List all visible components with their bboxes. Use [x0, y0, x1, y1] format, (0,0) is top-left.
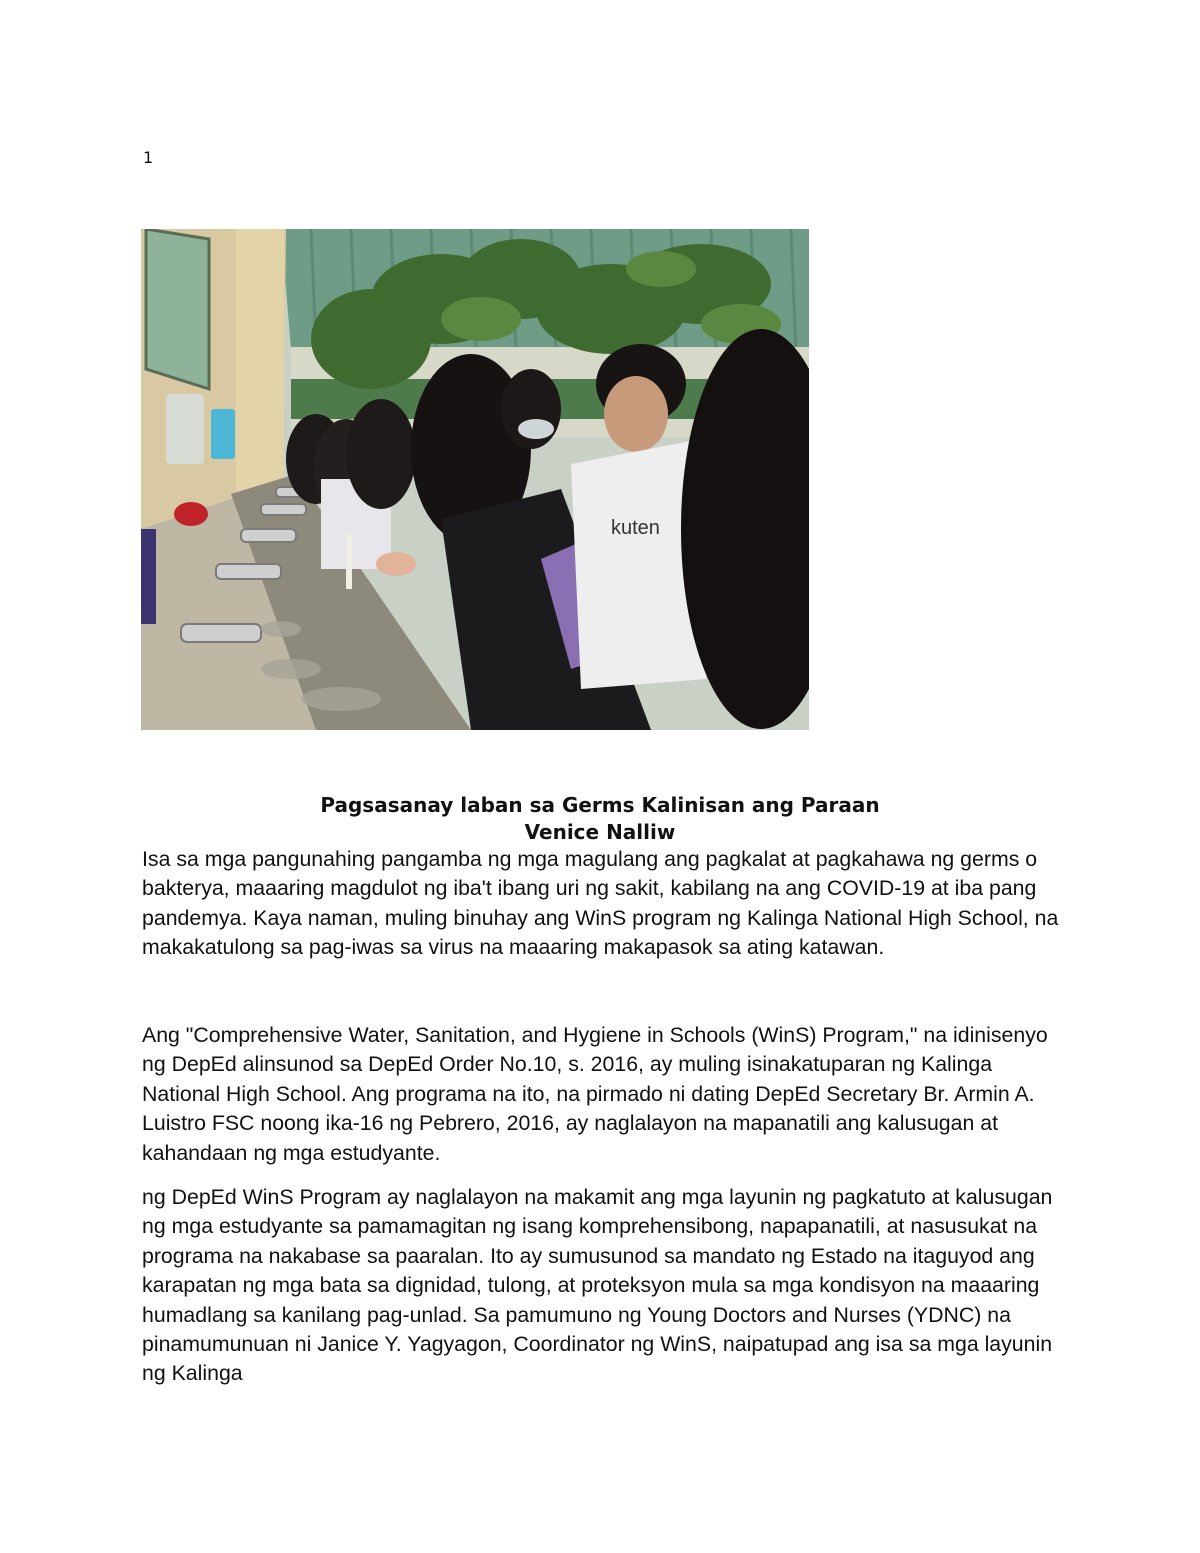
article-title: Pagsasanay laban sa Germs Kalinisan ang Paraan	[320, 793, 880, 817]
article-paragraph-3: ng DepEd WinS Program ay naglalayon na makamit ang mga layunin ng pagkatuto at kalusugan ng mga estudyante sa pamamagitan ng isang komprehensibong, napapanatili, at nasusukat na programa na nakabase sa paaralan. Ito ay sumusunod sa mandato ng Estado na itaguyod ang karapatan ng mga bata sa dignidad, tulong, at proteksyon mula sa mga kondisyon na maaaring humadlang sa kanilang pag-unlad. Sa pamumuno ng Young Doctors and Nurses (YDNC) na pinamumunuan ni Janice Y. Yagyagon, Coordinator ng WinS, naipatupad ang isa sa mga layunin ng Kalinga	[142, 1185, 1053, 1386]
page-number: 1	[143, 148, 154, 167]
students-brushing-teeth-photo	[141, 229, 809, 730]
article-author: Venice Nalliw	[524, 820, 676, 844]
svg-text:kuten: kuten	[611, 517, 660, 539]
article-paragraph-1: Isa sa mga pangunahing pangamba ng mga magulang ang pagkalat at pagkahawa ng germs o bakterya, maaaring magdulot ng iba't ibang uri ng sakit, kabilang na ang COVID-19 at iba pang pandemya. Kaya naman, muling binuhay ang WinS program ng Kalinga National High School, na makakatulong sa pag-iwas sa virus na maaaring makapasok sa ating katawan.	[142, 847, 1059, 960]
article-paragraph-2: Ang "Comprehensive Water, Sanitation, and Hygiene in Schools (WinS) Program," na idinisenyo ng DepEd alinsunod sa DepEd Order No.10, s. 2016, ay muling isinakatuparan ng Kalinga National High School. Ang programa na ito, na pirmado ni dating DepEd Secretary Br. Armin A. Luistro FSC noong ika-16 ng Pebrero, 2016, ay naglalayon na mapanatili ang kalusugan at kahandaan ng mga estudyante.	[142, 1023, 1048, 1165]
